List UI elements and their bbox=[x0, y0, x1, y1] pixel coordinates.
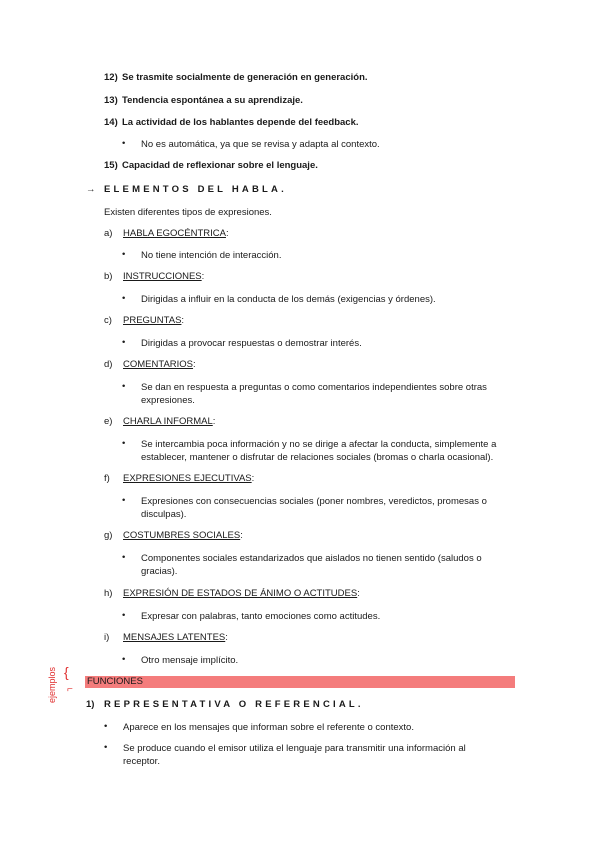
bullet-icon: • bbox=[122, 293, 126, 304]
item-label: EXPRESIONES EJECUTIVAS: bbox=[123, 473, 255, 484]
side-annotation: ejemplos bbox=[47, 666, 57, 703]
item-letter: c) bbox=[104, 315, 112, 326]
item-number: 14) bbox=[104, 117, 118, 128]
item-number: 15) bbox=[104, 160, 118, 171]
bullet-icon: • bbox=[122, 610, 126, 621]
item-number: 13) bbox=[104, 95, 118, 106]
bullet-icon: • bbox=[122, 249, 126, 260]
item-text: Se trasmite socialmente de generación en generación. bbox=[122, 72, 368, 83]
bullet-icon: • bbox=[122, 654, 126, 665]
funcion-number: 1) bbox=[86, 699, 95, 710]
item-label: HABLA EGOCÉNTRICA: bbox=[123, 228, 229, 239]
numbered-item-13 bbox=[104, 95, 303, 106]
item-letter: b) bbox=[104, 271, 113, 282]
funcion-1-heading bbox=[86, 699, 364, 710]
item-text: Capacidad de reflexionar sobre el lenguaje. bbox=[122, 160, 318, 171]
item-label: CHARLA INFORMAL: bbox=[123, 416, 216, 427]
section-heading-elementos bbox=[86, 184, 287, 195]
item-label: EXPRESIÓN DE ESTADOS DE ÁNIMO O ACTITUDES: bbox=[123, 588, 360, 599]
bullet-text: No tiene intención de interacción. bbox=[141, 250, 282, 261]
bullet-text: No es automática, ya que se revisa y adapta al contexto. bbox=[141, 139, 380, 150]
funciones-highlight-band bbox=[85, 676, 515, 688]
item-letter: i) bbox=[104, 632, 110, 643]
bullet-icon: • bbox=[122, 138, 126, 149]
numbered-item-15 bbox=[104, 160, 318, 171]
bullet-text: Dirigidas a influir en la conducta de los demás (exigencias y órdenes). bbox=[141, 294, 436, 305]
item-text: Tendencia espontánea a su aprendizaje. bbox=[122, 95, 303, 106]
item-letter: e) bbox=[104, 416, 113, 427]
bullet-text: Componentes sociales estandarizados que aislados no tienen sentido (saludos o gracias). bbox=[141, 553, 482, 577]
item-label: INSTRUCCIONES: bbox=[123, 271, 205, 282]
bullet-icon: • bbox=[122, 381, 126, 392]
item-text: La actividad de los hablantes depende del feedback. bbox=[122, 117, 359, 128]
bullet-icon: • bbox=[104, 742, 108, 753]
item-letter: g) bbox=[104, 530, 113, 541]
bullet-text: Expresiones con consecuencias sociales (poner nombres, veredictos, promesas o disculpas). bbox=[141, 496, 487, 520]
brace-icon: { bbox=[64, 664, 69, 680]
item-number: 12) bbox=[104, 72, 118, 83]
item-letter: a) bbox=[104, 228, 113, 239]
bullet-text: Expresar con palabras, tanto emociones como actitudes. bbox=[141, 611, 381, 622]
item-letter: f) bbox=[104, 473, 110, 484]
bullet-text: Se dan en respuesta a preguntas o como comentarios independientes sobre otras expresiones. bbox=[141, 382, 487, 406]
bullet-icon: • bbox=[104, 721, 108, 732]
bullet-icon: • bbox=[122, 438, 126, 449]
numbered-item-14 bbox=[104, 117, 359, 128]
item-label: COMENTARIOS: bbox=[123, 359, 196, 370]
item-label: PREGUNTAS: bbox=[123, 315, 185, 326]
bullet-text: Aparece en los mensajes que informan sobre el referente o contexto. bbox=[123, 722, 414, 733]
bullet-icon: • bbox=[122, 495, 126, 506]
item-label: COSTUMBRES SOCIALES: bbox=[123, 530, 243, 541]
bullet-text: Dirigidas a provocar respuestas o demostrar interés. bbox=[141, 338, 362, 349]
arrow-icon: → bbox=[86, 184, 96, 195]
bullet-icon: • bbox=[122, 337, 126, 348]
bullet-text: Otro mensaje implícito. bbox=[141, 655, 239, 666]
bullet-icon: • bbox=[122, 552, 126, 563]
section-intro: Existen diferentes tipos de expresiones. bbox=[104, 207, 272, 218]
item-letter: d) bbox=[104, 359, 113, 370]
bullet-text: Se produce cuando el emisor utiliza el lenguaje para transmitir una información al receptor. bbox=[123, 743, 466, 767]
section-title: ELEMENTOS DEL HABLA. bbox=[104, 184, 287, 195]
item-label: MENSAJES LATENTES: bbox=[123, 632, 228, 643]
bullet-text: Se intercambia poca información y no se dirige a afectar la conducta, simplemente a establecer, mantener o disfrutar de relaciones sociales (bromas o charla ocasional). bbox=[141, 439, 497, 463]
item-letter: h) bbox=[104, 588, 113, 599]
funciones-label: FUNCIONES bbox=[87, 676, 143, 687]
numbered-item-12 bbox=[104, 72, 368, 83]
tick-icon: ⌐ bbox=[67, 684, 73, 695]
funcion-title: REPRESENTATIVA O REFERENCIAL. bbox=[104, 699, 364, 710]
